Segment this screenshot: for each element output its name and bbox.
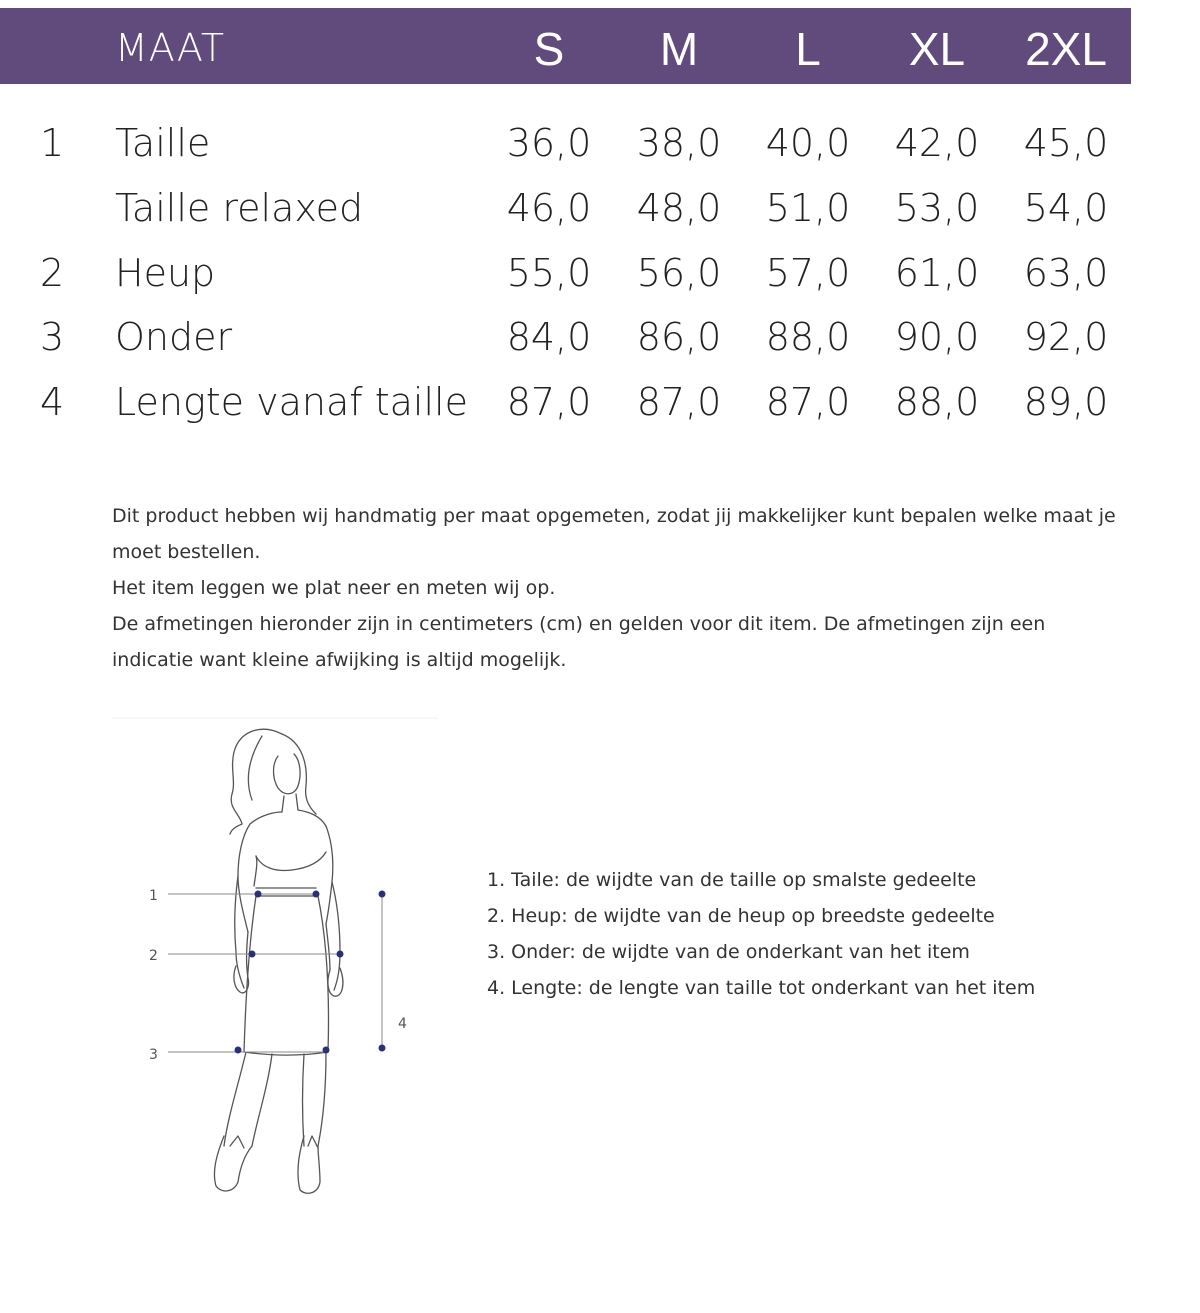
intro-line: De afmetingen hieronder zijn in centimeters (cm) en gelden voor dit item. De afmetingen zijn een (112, 613, 1046, 635)
value-l: 88,0 (765, 315, 851, 359)
value-2xl: 92,0 (1023, 315, 1109, 359)
size-header-s: S (533, 23, 565, 75)
intro-line: indicatie want kleine afwijking is altijd mogelijk. (112, 649, 567, 671)
row-label: Lengte vanaf taille (115, 380, 468, 424)
value-m: 38,0 (636, 121, 722, 165)
row-label: Heup (115, 251, 216, 295)
value-xl: 53,0 (894, 186, 980, 230)
intro-text (112, 498, 1132, 678)
size-header-2xl: 2XL (1025, 23, 1107, 75)
value-2xl: 54,0 (1023, 186, 1109, 230)
row-number: 4 (40, 380, 65, 424)
marker-2: 2 (149, 948, 158, 964)
row-number: 2 (40, 251, 65, 295)
legend-item-heup: 2. Heup: de wijdte van de heup op breedste gedeelte (487, 905, 995, 927)
value-xl: 90,0 (894, 315, 980, 359)
table-row-taille-relaxed (0, 186, 1200, 246)
value-2xl: 63,0 (1023, 251, 1109, 295)
row-label: Onder (115, 315, 233, 359)
value-s: 87,0 (506, 380, 592, 424)
measurement-figure (112, 716, 442, 1206)
woman-skirt-measurement-illustration (112, 716, 442, 1206)
row-label: Taille (115, 121, 211, 165)
table-row-taille (0, 121, 1200, 181)
value-l: 51,0 (765, 186, 851, 230)
marker-3: 3 (149, 1047, 158, 1063)
value-s: 55,0 (506, 251, 592, 295)
value-l: 40,0 (765, 121, 851, 165)
size-header-xl: XL (908, 23, 966, 75)
value-s: 36,0 (506, 121, 592, 165)
marker-4: 4 (398, 1016, 407, 1032)
maat-label: MAAT (115, 26, 226, 70)
value-2xl: 89,0 (1023, 380, 1109, 424)
value-m: 86,0 (636, 315, 722, 359)
size-header-l: L (795, 23, 821, 75)
value-xl: 42,0 (894, 121, 980, 165)
intro-line: Het item leggen we plat neer en meten wij op. (112, 577, 556, 599)
legend-item-lengte: 4. Lengte: de lengte van taille tot onderkant van het item (487, 977, 1036, 999)
value-s: 46,0 (506, 186, 592, 230)
value-2xl: 45,0 (1023, 121, 1109, 165)
value-xl: 88,0 (894, 380, 980, 424)
row-label: Taille relaxed (115, 186, 364, 230)
legend-item-taille: 1. Taile: de wijdte van de taille op smalste gedeelte (487, 869, 977, 891)
size-header-m: M (659, 23, 699, 75)
size-header-bar (0, 8, 1131, 84)
row-number: 3 (40, 315, 65, 359)
table-row-onder (0, 315, 1200, 375)
value-m: 87,0 (636, 380, 722, 424)
value-l: 87,0 (765, 380, 851, 424)
table-row-lengte (0, 380, 1200, 440)
value-xl: 61,0 (894, 251, 980, 295)
marker-1: 1 (149, 888, 158, 904)
table-row-heup (0, 251, 1200, 311)
value-m: 56,0 (636, 251, 722, 295)
legend-item-onder: 3. Onder: de wijdte van de onderkant van het item (487, 941, 970, 963)
value-m: 48,0 (636, 186, 722, 230)
measurement-legend (487, 862, 1127, 1006)
value-l: 57,0 (765, 251, 851, 295)
intro-line: moet bestellen. (112, 541, 261, 563)
row-number: 1 (40, 121, 65, 165)
intro-line: Dit product hebben wij handmatig per maat opgemeten, zodat jij makkelijker kunt bepalen welke maat je (112, 505, 1116, 527)
value-s: 84,0 (506, 315, 592, 359)
